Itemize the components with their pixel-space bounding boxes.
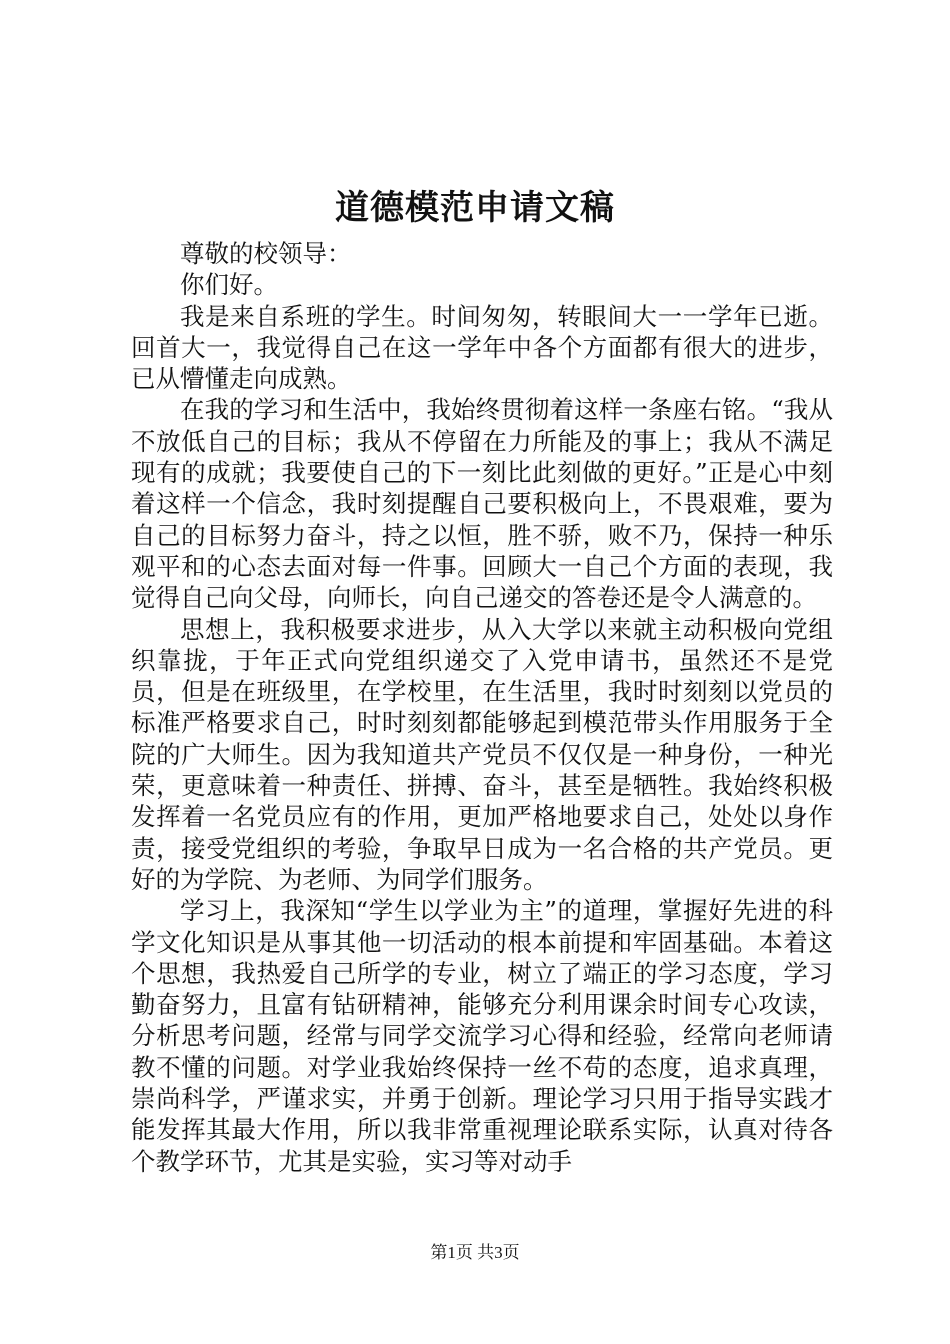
salutation: 尊敬的校领导： — [180, 239, 352, 268]
greeting: 你们好。 — [180, 270, 278, 300]
paragraph-intro: 我是来自系班的学生。时间匆匆，转眼间大一一学年已逝。回首大一，我觉得自己在这一学年中各个方面都有很大的进步，已从懵懂走向成熟。 — [131, 301, 833, 394]
page-number-footer: 第1页 共3页 — [430, 1243, 520, 1262]
paragraph-study: 学习上，我深知“学生以学业为主”的道理，掌握好先进的科学文化知识是从事其他一切活动的根本前提和牢固基础。本着这个思想，我热爱自己所学的专业，树立了端正的学习态度，学习勤奋努力，且富有钻研精神，能够充分利用课余时间专心攻读，分析思考问题，经常与同学交流学习心得和经验，经常向老师请教不懂的问题。对学业我始终保持一丝不苟的态度，追求真理，崇尚科学，严谨求实，并勇于创新。理论学习只用于指导实践才能发挥其最大作用，所以我非常重视理论联系实际，认真对待各个教学环节，尤其是实验，实习等对动手 — [131, 896, 833, 1176]
paragraph-motto: 在我的学习和生活中，我始终贯彻着这样一条座右铭。“我从不放低自己的目标；我从不停留在力所能及的事上；我从不满足现有的成就；我要使自己的下一刻比此刻做的更好。”正是心中刻着这样一个信念，我时刻提醒自己要积极向上，不畏艰难，要为自己的目标努力奋斗，持之以恒，胜不骄，败不乃，保持一种乐观平和的心态去面对每一件事。回顾大一自己个方面的表现，我觉得自己向父母，向师长，向自己递交的答卷还是令人满意的。 — [131, 395, 833, 613]
document-body — [131, 238, 833, 1177]
paragraph-ideology: 思想上，我积极要求进步，从入大学以来就主动积极向党组织靠拢，于年正式向党组织递交了入党申请书，虽然还不是党员，但是在班级里，在学校里，在生活里，我时时刻刻以党员的标准严格要求自己，时时刻刻都能够起到模范带头作用服务于全院的广大师生。因为我知道共产党员不仅仅是一种身份，一种光荣，更意味着一种责任、拼搏、奋斗，甚至是牺牲。我始终积极发挥着一名党员应有的作用，更加严格地要求自己，处处以身作责，接受党组织的考验，争取早日成为一名合格的共产党员。更好的为学院、为老师、为同学们服务。 — [131, 614, 833, 894]
document-title: 道德模范申请文稿 — [335, 188, 615, 228]
